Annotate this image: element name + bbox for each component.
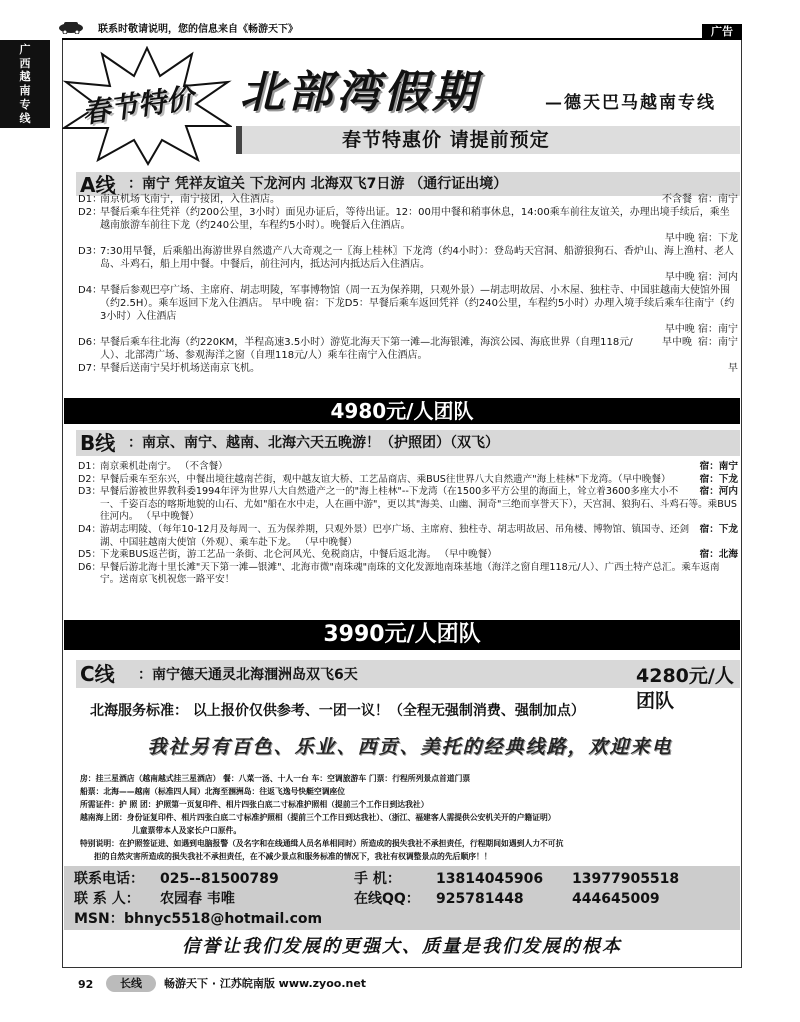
msn-label: MSN：	[74, 911, 124, 927]
day-text: 南京乘机赴南宁。 （不含餐）	[100, 461, 228, 472]
line-c-title: ：南宁德天通灵北海涠洲岛双飞6天	[138, 667, 358, 683]
person-label: 联 系 人：	[74, 891, 140, 907]
day-text: 南京机场飞南宁，南宁接团，入住酒店。	[100, 194, 280, 205]
itinerary-day-row	[78, 245, 738, 284]
day-label: D3：	[78, 246, 103, 257]
side-char: 越	[19, 70, 31, 84]
contact-panel	[64, 866, 740, 930]
day-text: 早餐后游北海十里长滩"天下第一滩—银滩"、北海市微"南珠魂"南珠的文化发源地南珠基地（海洋之窗自理118元/人）、广西土特产总汇。乘车返南宁。送南京飞机祝您一路平安！	[100, 561, 720, 586]
phone-number[interactable]: 025--81500789	[160, 871, 279, 887]
itinerary-day-row	[78, 336, 738, 362]
side-char: 线	[19, 111, 31, 125]
page-subtitle: —德天巴马越南专线	[545, 93, 716, 113]
page-title: 北部湾假期	[240, 67, 480, 118]
day-label: D4：	[78, 285, 103, 296]
top-header	[0, 0, 800, 40]
day-text: 早餐后乘车至东兴，中餐出境往越南芒街，观中越友谊大桥、工艺品商店、乘BUS往世界八大自然遗产"海上桂林"下龙湾。（早中晚餐）	[100, 473, 671, 485]
company-motto: 信誉让我们发展的更强大、质量是我们发展的根本	[182, 936, 622, 957]
page-number: 92	[78, 978, 94, 991]
side-section-tab	[0, 40, 50, 128]
line-a-itinerary	[78, 193, 738, 375]
day-text: 7:30用早餐，后乘船出海游世界自然遗产八大奇观之一〖海上桂林〗下龙湾（约4小时）：登岛屿天宫洞、船游狼狗石、香炉山、海上渔村、老人岛、斗鸡石，船上用中餐。中餐后，前往河内，抵达河内抵达后入住酒店。	[100, 246, 734, 270]
day-text: 早餐后乘车往凭祥（约200公里，3小时）面见办证后，等待出证。12：00用中餐和稍事休息，14:00乘车前往友谊关，办理出境手续后，乘坐越南旅游车前往下龙（约240公里，车程约5小时）。晚餐后入住酒店。	[100, 207, 730, 231]
day-label: D3：	[78, 486, 102, 498]
line-b-title: ：南京、南宁、越南、北海六天五晚游！（护照团）（双飞）	[128, 435, 499, 451]
day-meal: 早	[728, 363, 738, 374]
note-line: 儿童票带本人及家长户口原件。	[132, 826, 242, 835]
day-stay: 宿：南宁	[698, 194, 738, 205]
day-label: D2：	[78, 473, 102, 485]
day-text: 游胡志明陵、（每年10-12月及每周一、五为保养期，只观外景）巴亭广场、主席府、独柱寺、胡志明故居、吊角楼、博物馆、镇国寺、还剑湖、中国驻越南大使馆（外观）、乘车赴下龙。 （早中晚餐）	[100, 523, 690, 548]
mobile-label: 手 机：	[354, 871, 401, 887]
line-b-label: B线	[80, 431, 116, 455]
side-char: 专	[19, 97, 31, 111]
day-label: D1：	[78, 461, 102, 472]
day-label: D1：	[78, 194, 103, 205]
line-a-label: A线	[80, 173, 116, 197]
day-stay: 宿：北海	[699, 549, 738, 561]
mobile-number-1[interactable]: 13814045906	[436, 871, 544, 887]
day-meal: 不含餐	[662, 194, 692, 205]
qq-number-2[interactable]: 444645009	[572, 891, 660, 907]
day-text: 早餐后游被世界教科委1994年评为世界八大自然遗产之一的"海上桂林"--下龙湾（在1500多平方公里的海面上，耸立着3600多座大小不一、千姿百态的喀斯地貌的山石、尤如"船在水中走，人在画中游"，更以其"海美、山幽、洞奇"三绝而享誉天下），天宫洞、狼狗石、斗鸡石等。乘BUS往河内。 （早中晚餐）	[100, 486, 737, 523]
section-pill: 长线	[106, 975, 156, 992]
day-label: D2：	[78, 207, 103, 218]
side-char: 广	[19, 42, 31, 56]
day-label: D6：	[78, 337, 103, 348]
mobile-number-2[interactable]: 13977905518	[572, 871, 680, 887]
car-logo-icon	[58, 20, 84, 34]
day-label: D5：	[78, 549, 102, 561]
day-stay: 宿：下龙	[699, 523, 738, 535]
note-line: 越南海上团：身份证复印件、相片四张白底二寸标准护照相（提前三个工作日到达我社）、（浙江、福建客人需提供公安机关开的户籍证明）	[80, 813, 556, 822]
day-text: 早餐后乘车往北海（约220KM，半程高速3.5小时）游览北海天下第一滩—北海银滩，海滨公园、海底世界（自理118元/人）、北部湾广场、参观海洋之窗（自理118元/人）乘车往南宁入住酒店。	[100, 337, 633, 361]
day-text: 早餐后参观巴亭广场、主席府、胡志明陵，军事博物馆（周一五为保养期，只观外景）—胡志明故居、小木屋、独柱寺、中国驻越南大使馆外围（约2.5H）。乘车返回下龙入住酒店。 早中晚 宿：下龙D5：早餐后乘车返回凭祥（约240公里，车程约5小时）办理入境手续后乘车往南宁（约3小时）入住酒店	[100, 285, 735, 322]
routes-slogan: 我社另有百色、乐业、西贡、美托的经典线路，欢迎来电	[147, 736, 673, 758]
itinerary-day-row	[78, 524, 738, 549]
note-line: 特别说明：在护照签证进、如遇到电脑报警（及名字和在线通缉人员名单相同时）所造成的损失我社不承担责任，行程期间如遇到人力不可抗	[80, 839, 564, 848]
itinerary-day-row	[78, 461, 738, 474]
service-standard: 北海服务标准： 以上报价仅供参考、一团一议！（全程无强制消费、强制加点）	[90, 703, 585, 719]
itinerary-day-row	[78, 562, 738, 587]
day-text: 早餐后送南宁吴圩机场送南京飞机。	[100, 363, 260, 374]
itinerary-day-row	[78, 206, 738, 245]
promo-banner	[236, 126, 740, 154]
ad-badge: 广告	[702, 24, 742, 40]
itinerary-day-row	[78, 474, 738, 487]
itinerary-day-row	[78, 486, 738, 524]
day-stay: 宿：河内	[699, 486, 738, 498]
qq-number-1[interactable]: 925781448	[436, 891, 524, 907]
note-line: 房：挂三星酒店（越南越式挂三星酒店） 餐：八菜一汤、十人一台 车：空调旅游车 门票：行程所列景点首道门票	[80, 774, 471, 783]
phone-label: 联系电话：	[74, 871, 144, 887]
page-footer	[0, 970, 800, 1000]
source-note: 联系时敬请说明，您的信息来自《畅游天下》	[98, 24, 298, 35]
qq-label: 在线QQ：	[354, 891, 420, 907]
line-a-title: ：南宁 凭祥友谊关 下龙河内 北海双飞7日游 （通行证出境）	[128, 176, 508, 192]
itinerary-day-row	[78, 193, 738, 206]
day-label: D7：	[78, 363, 103, 374]
line-b-header	[76, 430, 740, 456]
day-label: D4：	[78, 523, 102, 535]
notes-block	[80, 772, 735, 863]
note-line: 船票：北海——越南（标准四人间）北海至涠洲岛：往返飞逸号快艇空调座位	[80, 787, 346, 796]
day-meal-stay: 早中晚 宿：下龙	[664, 233, 738, 244]
day-text: 下龙乘BUS返芒街，游工艺品一条街、北仑河风光、免税商店，中餐后返北海。 （早中晚餐）	[100, 549, 497, 561]
line-c-label: C线	[80, 662, 115, 686]
line-b-price: 3990元/人团队	[64, 620, 740, 650]
msn-address[interactable]: bhnyc5518@hotmail.com	[124, 911, 323, 927]
itinerary-day-row	[78, 284, 738, 336]
day-meal-stay: 早中晚 宿：南宁	[664, 324, 738, 335]
itinerary-day-row	[78, 362, 738, 375]
day-stay: 宿：南宁	[699, 461, 738, 472]
footer-text: 畅游天下 · 江苏皖南版 www.zyoo.net	[164, 977, 367, 990]
day-meal-stay: 早中晚 宿：河内	[664, 272, 738, 283]
note-line: 拒的自然灾害所造成的损失我社不承担责任，在不减少景点和服务标准的情况下，我社有权调整景点的先后顺序！！	[94, 852, 492, 861]
line-a-price: 4980元/人团队	[64, 398, 740, 424]
line-b-itinerary	[78, 461, 738, 587]
contact-person: 农园春 韦唯	[160, 891, 235, 907]
day-stay: 宿：南宁	[698, 337, 738, 348]
promo-banner-text: 春节特惠价 请提前预定	[342, 129, 550, 151]
note-line: 所需证件：护 照 团：护照第一页复印件、相片四张白底二寸标准护照相（提前三个工作日到达我社）	[80, 800, 429, 809]
day-meal: 早中晚	[662, 337, 692, 348]
side-char: 南	[19, 84, 31, 97]
promo-burst-text: 春节特价	[80, 81, 196, 130]
line-c-price: 4280元/人团队	[636, 665, 734, 712]
day-stay: 宿：下龙	[699, 473, 738, 485]
itinerary-day-row	[78, 549, 738, 562]
side-char: 西	[19, 56, 31, 70]
day-label: D6：	[78, 561, 102, 573]
